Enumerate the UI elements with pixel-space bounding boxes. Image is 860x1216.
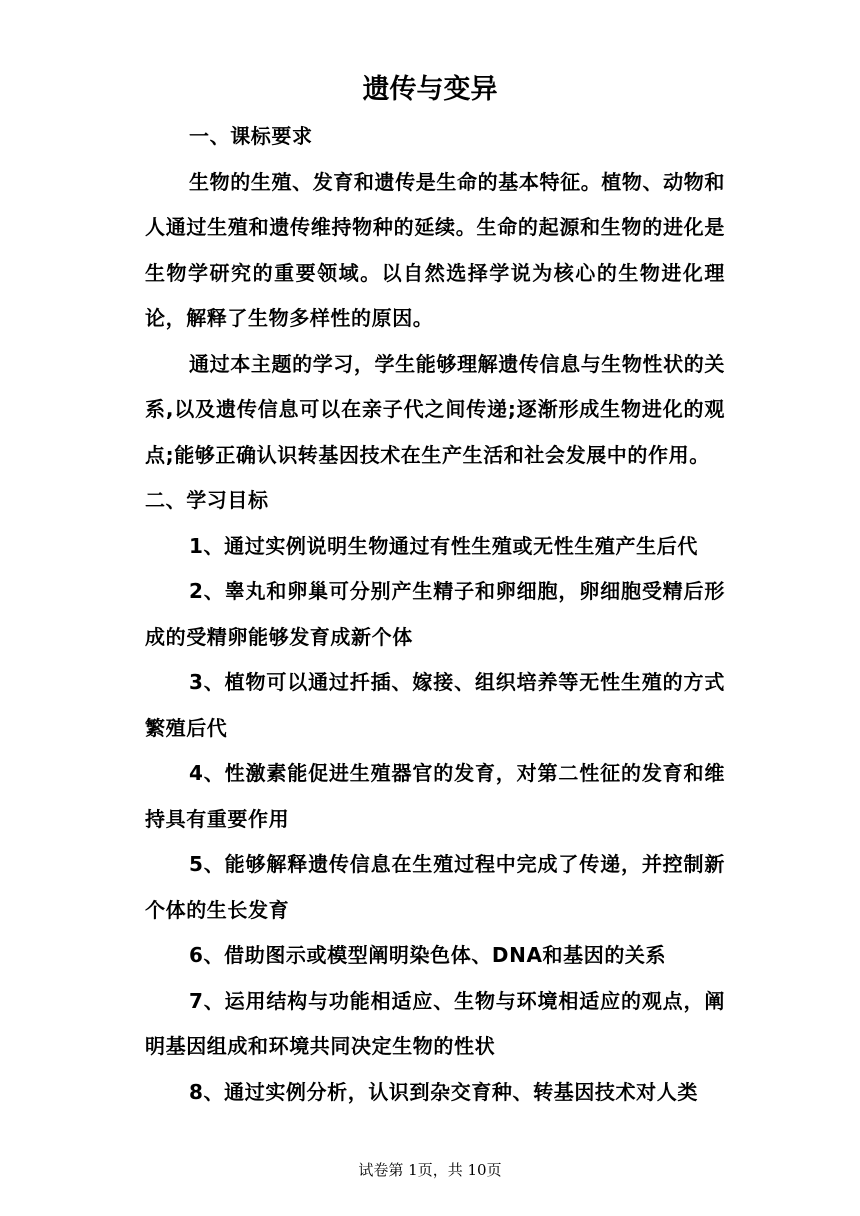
objective-item-4: 4、性激素能促进生殖器官的发育，对第二性征的发育和维持具有重要作用 — [145, 761, 725, 831]
document-title: 遗传与变异 — [362, 74, 498, 105]
standards-paragraph-2: 通过本主题的学习，学生能够理解遗传信息与生物性状的关系,以及遗传信息可以在亲子代之间传递;逐渐形成生物进化的观点;能够正确认识转基因技术在生产生活和社会发展中的作用。 — [145, 351, 725, 467]
standards-paragraph-1: 生物的生殖、发育和遗传是生命的基本特征。植物、动物和人通过生殖和遗传维持物种的延续。生命的起源和生物的进化是生物学研究的重要领域。以自然选择学说为核心的生物进化理论，解释了生物多样性的原因。 — [145, 169, 725, 330]
objective-item-1: 1、通过实例说明生物通过有性生殖或无性生殖产生后代 — [189, 533, 698, 558]
objective-item-8: 8、通过实例分析，认识到杂交育种、转基因技术对人类 — [189, 1079, 698, 1104]
page-footer: 试卷第 1页，共 10页 — [358, 1161, 502, 1179]
objective-item-6: 6、借助图示或模型阐明染色体、DNA和基因的关系 — [189, 943, 667, 967]
objective-item-5: 5、能够解释遗传信息在生殖过程中完成了传递，并控制新个体的生长发育 — [145, 852, 725, 922]
section-heading-objectives: 二、学习目标 — [145, 488, 269, 512]
objective-item-2: 2、睾丸和卵巢可分别产生精子和卵细胞，卵细胞受精后形成的受精卵能够发育成新个体 — [145, 579, 725, 649]
objective-item-3: 3、植物可以通过扦插、嫁接、组织培养等无性生殖的方式繁殖后代 — [145, 670, 725, 740]
objective-item-7: 7、运用结构与功能相适应、生物与环境相适应的观点，阐明基因组成和环境共同决定生物的性状 — [145, 988, 725, 1058]
section-heading-standards: 一、课标要求 — [189, 124, 313, 148]
document-body — [145, 114, 725, 1115]
